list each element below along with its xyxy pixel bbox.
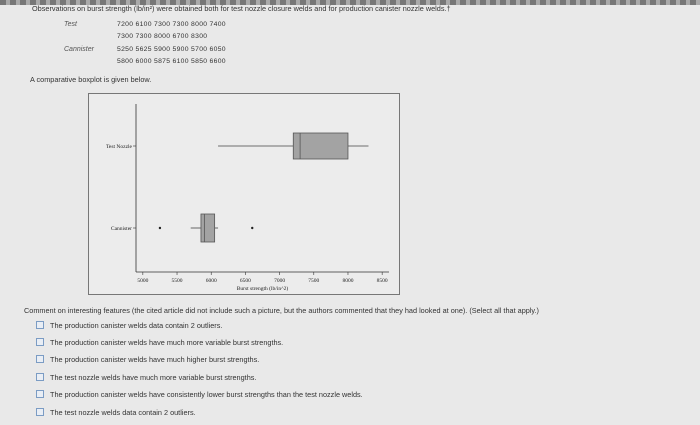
option-1[interactable] bbox=[36, 319, 222, 331]
checkbox-icon[interactable] bbox=[36, 390, 44, 398]
option-label: The production canister welds data contain 2 outliers. bbox=[50, 320, 223, 330]
boxplot-frame bbox=[88, 93, 400, 295]
x-tick-label: 5000 bbox=[137, 278, 149, 284]
checkbox-icon[interactable] bbox=[36, 408, 44, 416]
test-label: Test bbox=[64, 21, 77, 28]
box-iqr bbox=[201, 214, 215, 242]
checkbox-icon[interactable] bbox=[36, 373, 44, 381]
x-tick-label: 5500 bbox=[171, 278, 183, 284]
x-tick-label: 6500 bbox=[239, 278, 251, 284]
y-category-label: Test Nozzle bbox=[105, 144, 132, 150]
boxplot-caption: A comparative boxplot is given below. bbox=[30, 75, 152, 84]
x-tick-label: 7500 bbox=[308, 278, 320, 284]
x-tick-label: 7000 bbox=[274, 278, 286, 284]
x-tick-label: 8500 bbox=[376, 278, 388, 284]
option-label: The test nozzle welds have much more variable burst strengths. bbox=[50, 372, 257, 382]
box-iqr bbox=[293, 133, 348, 159]
option-2[interactable] bbox=[36, 336, 283, 348]
option-6[interactable] bbox=[36, 406, 196, 418]
x-axis-label: Burst strength (lb/in^2) bbox=[236, 286, 289, 292]
intro-text: Observations on burst strength (lb/in²) were obtained both for test nozzle closure welds and for production canister nozzle welds.† bbox=[32, 4, 451, 13]
canister-data-row-2: 5800 6000 5875 6100 5850 6600 bbox=[117, 58, 226, 65]
option-5[interactable] bbox=[36, 388, 363, 400]
x-tick-label: 6000 bbox=[205, 278, 217, 284]
option-3[interactable] bbox=[36, 353, 259, 365]
x-tick-label: 8000 bbox=[342, 278, 354, 284]
canister-label: Cannister bbox=[64, 46, 94, 53]
option-label: The test nozzle welds data contain 2 outliers. bbox=[50, 407, 196, 417]
option-label: The production canister welds have much more variable burst strengths. bbox=[50, 337, 284, 347]
checkbox-icon[interactable] bbox=[36, 321, 44, 329]
test-data-row-1: 7200 6100 7300 7300 8000 7400 bbox=[117, 21, 226, 28]
canister-data-row-1: 5250 5625 5900 5900 5700 6050 bbox=[117, 46, 226, 53]
boxplot-chart bbox=[89, 94, 399, 294]
checkbox-icon[interactable] bbox=[36, 355, 44, 363]
outlier-point bbox=[251, 227, 253, 229]
option-label: The production canister welds have consistently lower burst strengths than the test nozzle welds. bbox=[50, 389, 363, 399]
outlier-point bbox=[159, 227, 161, 229]
option-4[interactable] bbox=[36, 371, 256, 383]
question-text: Comment on interesting features (the cited article did not include such a picture, but the authors commented that they had looked at one). (Select all that apply.) bbox=[24, 306, 539, 315]
option-label: The production canister welds have much higher burst strengths. bbox=[50, 354, 260, 364]
test-data-row-2: 7300 7300 8000 6700 8300 bbox=[117, 33, 208, 40]
checkbox-icon[interactable] bbox=[36, 338, 44, 346]
y-category-label: Cannister bbox=[110, 226, 132, 232]
